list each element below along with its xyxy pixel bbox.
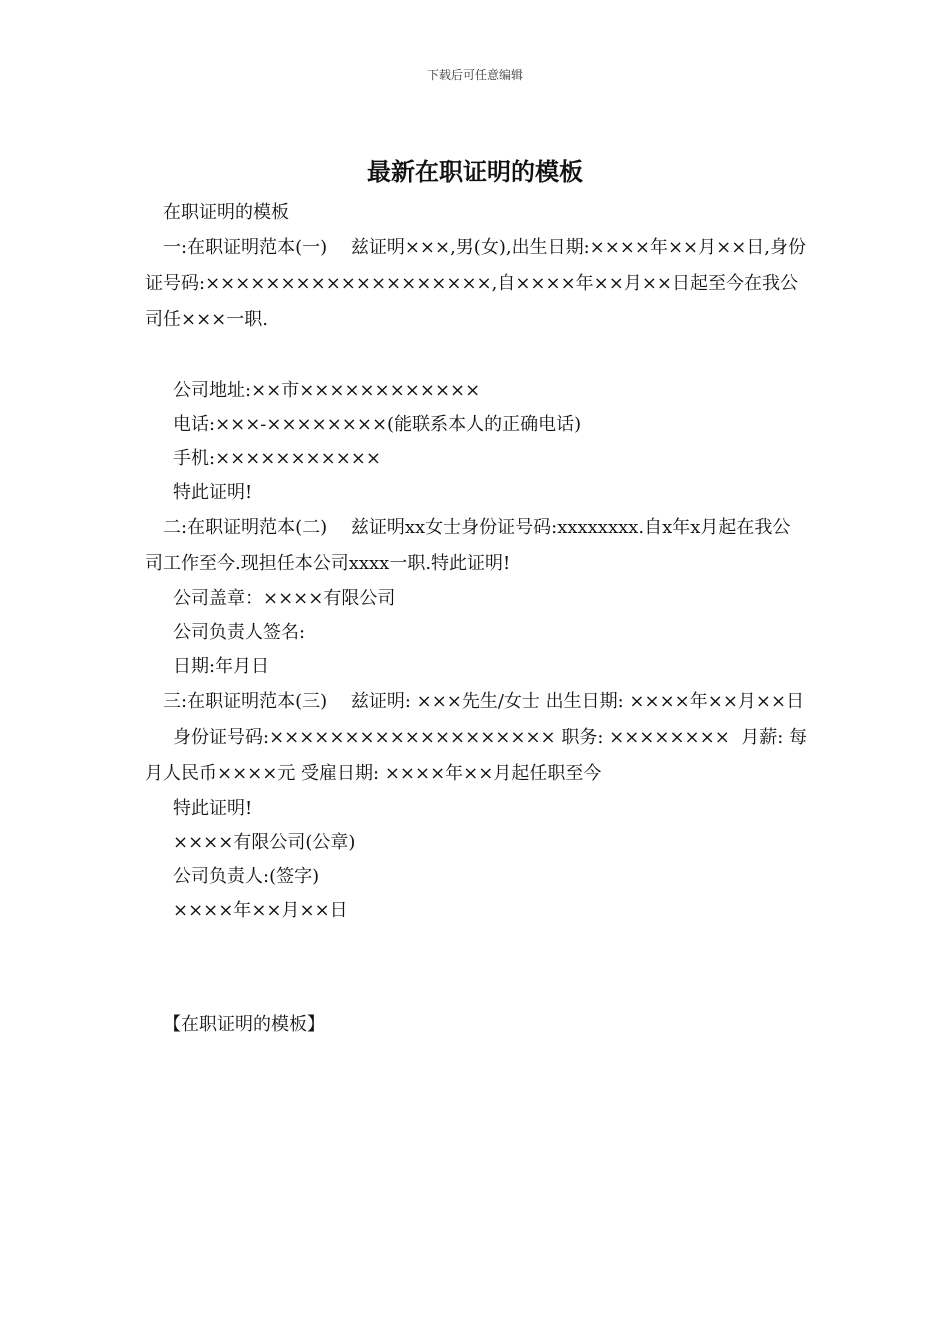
signer-line: 公司负责人签名: <box>173 622 306 643</box>
mobile-number: 手机:××××××××××× <box>173 448 381 469</box>
subtitle: 在职证明的模板 <box>163 202 289 223</box>
document-title: 最新在职证明的模板 <box>367 157 583 186</box>
company-seal-line: 公司盖章：××××有限公司 <box>173 588 396 609</box>
full-date-line: ××××年××月××日 <box>173 900 348 921</box>
company-address: 公司地址:××市×××××××××××× <box>173 380 481 401</box>
header-note: 下载后可任意编辑 <box>426 68 523 82</box>
responsible-signature-line: 公司负责人:(签字) <box>173 866 320 887</box>
sample-one-paragraph: 一:在职证明范本(一) 兹证明×××,男(女),出生日期:××××年××月××日,身份证号码:×××××××××××××××××××,自××××年××月××日起至今在我公司任×××一职. <box>145 237 807 330</box>
sample-two-paragraph: 二:在职证明范本(二) 兹证明xx女士身份证号码:xxxxxxxx.自x年x月起在我公司工作至今.现担任本公司xxxx一职.特此证明! <box>145 517 791 574</box>
date-line: 日期:年月日 <box>173 656 270 677</box>
certify-statement-two: 特此证明! <box>173 798 253 819</box>
id-info-paragraph: 身份证号码:××××××××××××××××××× 职务: ×××××××× 月薪: 每月人民币××××元 受雇日期: ××××年××月起任职至今 <box>145 727 808 784</box>
blank-line <box>145 338 808 374</box>
document-body <box>145 196 808 1042</box>
footer-bracket-title: 【在职证明的模板】 <box>163 1014 325 1035</box>
sample-three-paragraph: 三:在职证明范本(三) 兹证明: ×××先生/女士 出生日期: ××××年××月××日 <box>163 691 805 712</box>
company-phone: 电话:×××-××××××××(能联系本人的正确电话) <box>173 414 582 435</box>
certify-statement: 特此证明! <box>173 482 253 503</box>
company-stamp-line: ××××有限公司(公章) <box>173 832 356 853</box>
